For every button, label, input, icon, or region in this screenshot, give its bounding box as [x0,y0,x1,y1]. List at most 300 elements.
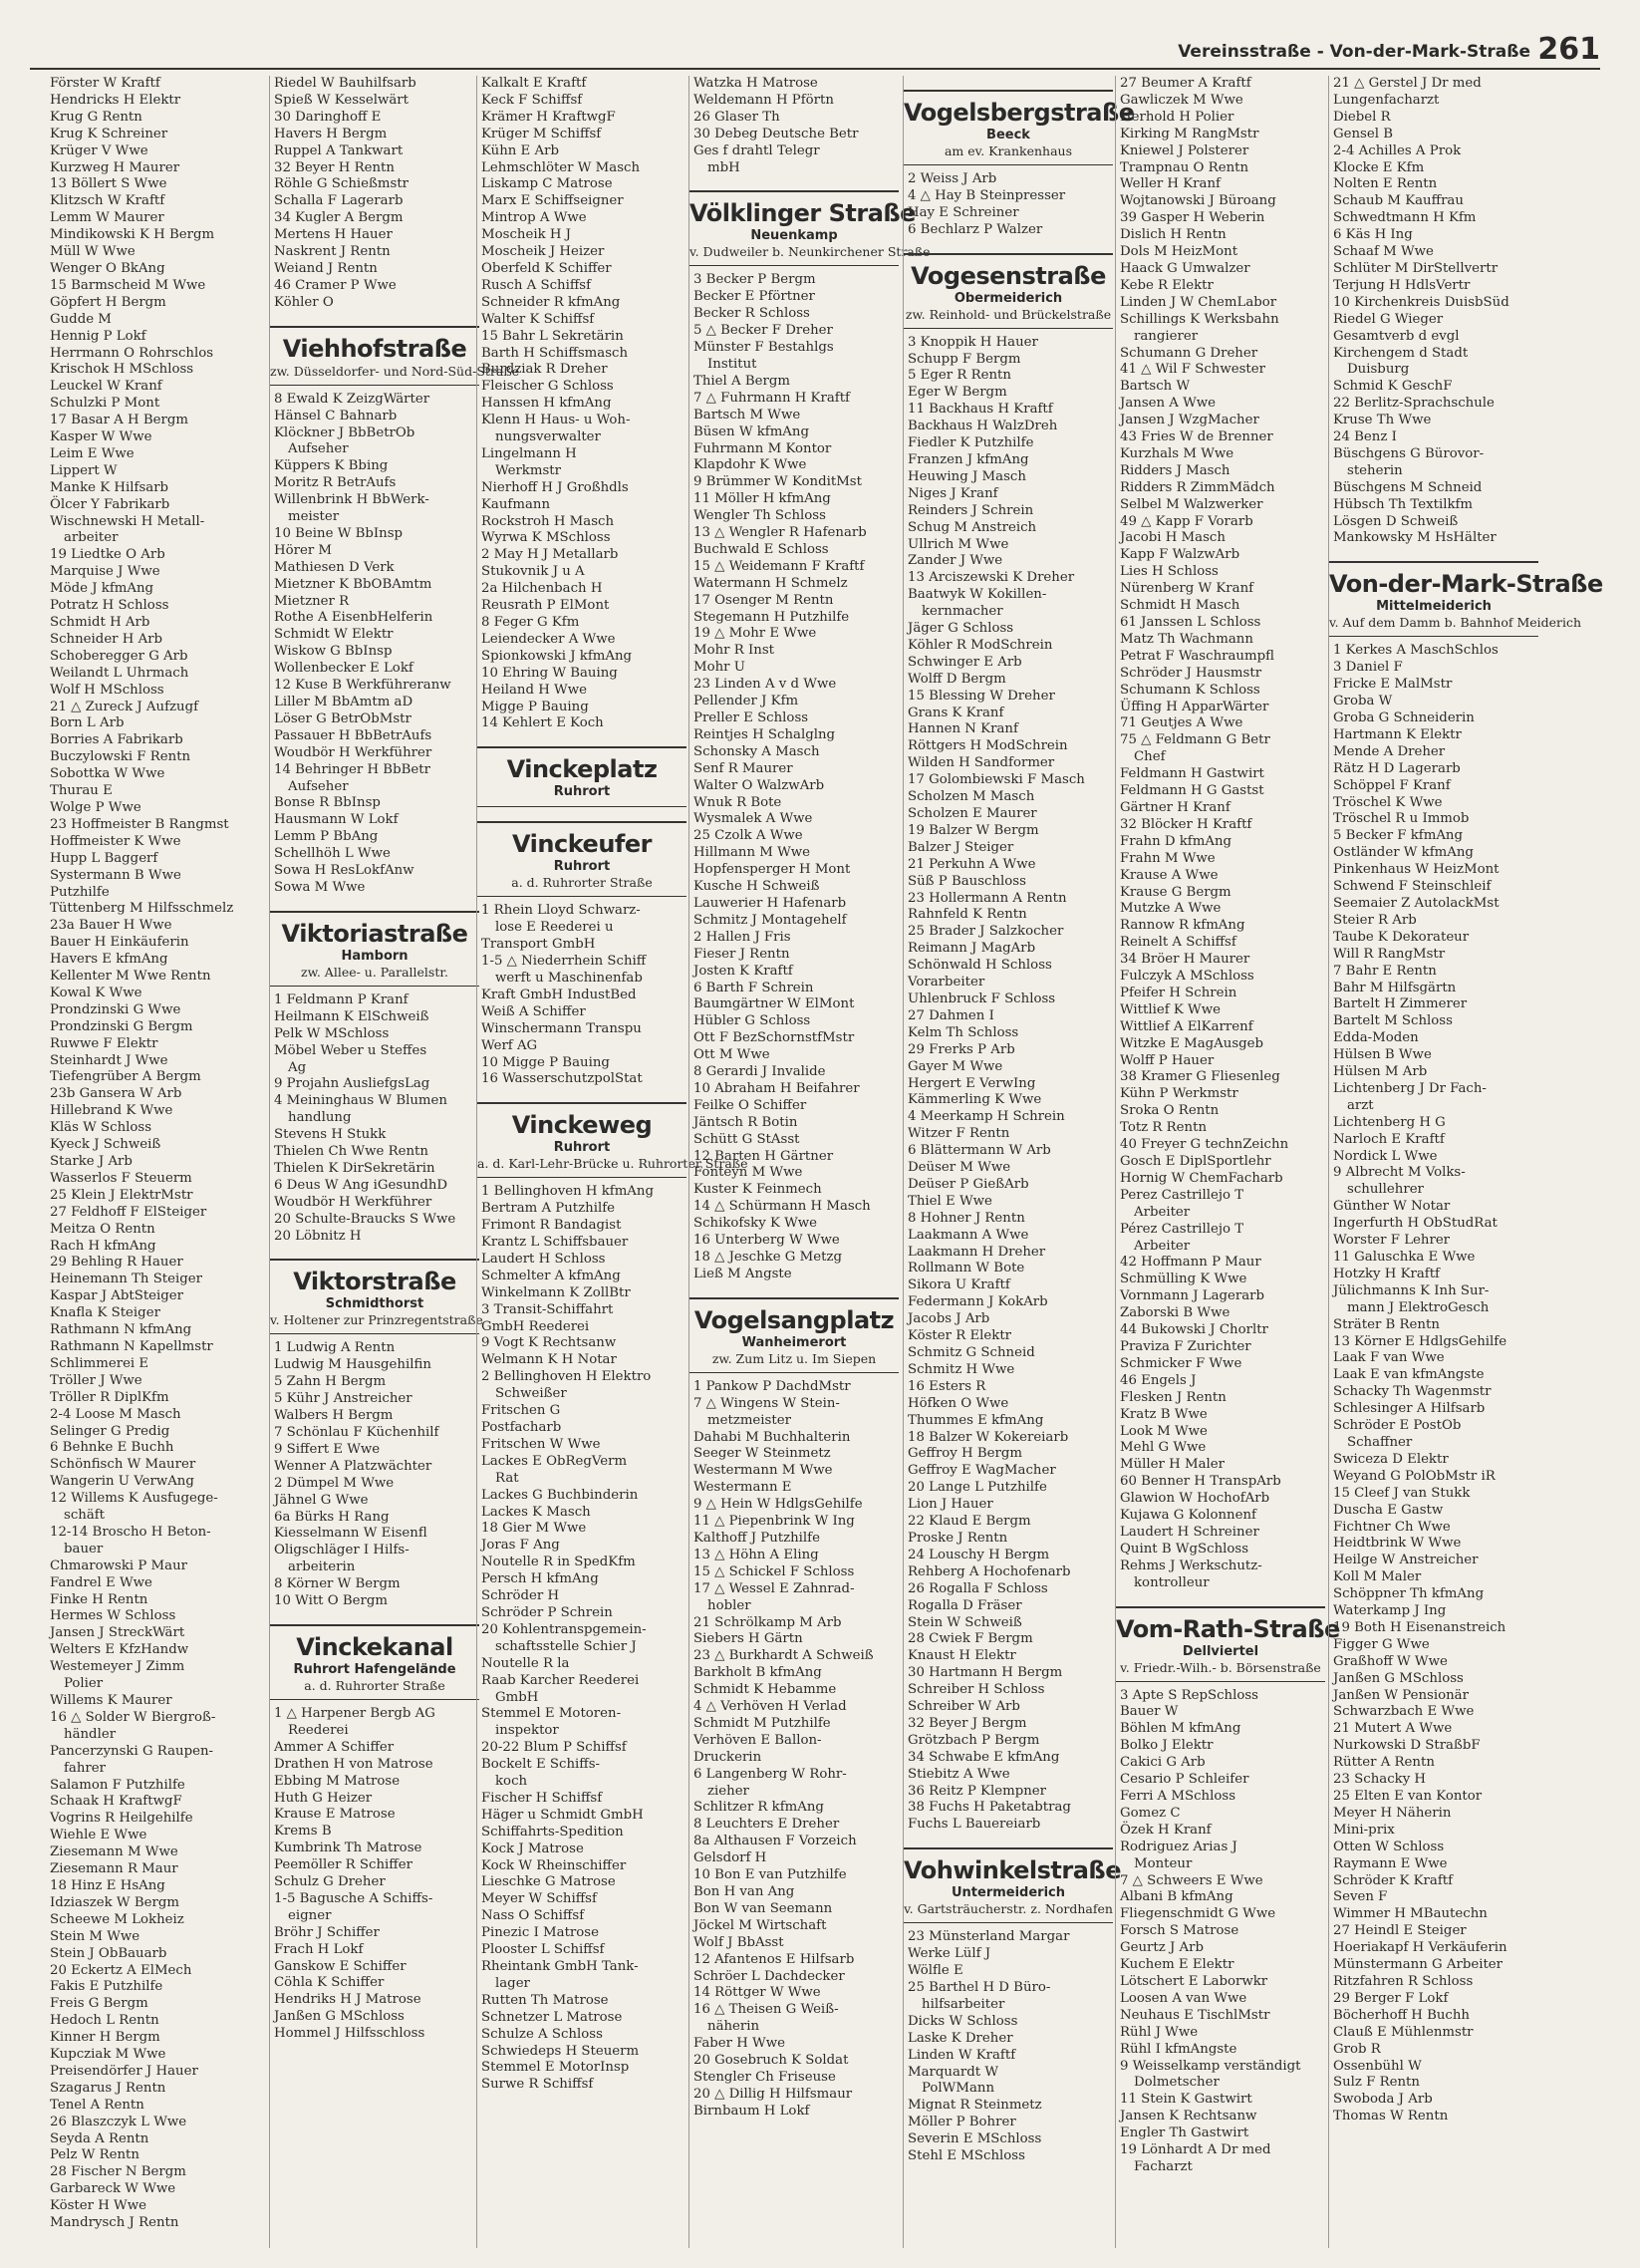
address-entry: Havers H Bergm [274,126,388,142]
address-entry: Jacobi H Masch [1120,530,1226,546]
address-entry: Hausmann W Lokf [274,812,399,828]
address-entry: Dols M HeizMont [1120,244,1238,260]
address-entry: 19 Both H Eisenanstreich [1333,1619,1506,1635]
address-entry: Böhlen M kfmAng [1120,1721,1241,1737]
address-entry: Hoeriakapf H Verkäuferin [1333,1940,1507,1956]
address-entry: Klöckner J BbBetrOb [274,425,415,440]
address-entry: 9 Weisselkamp verständigt [1120,2058,1301,2074]
street-name: Vogesenstraße [911,261,1106,290]
address-entry: Wolff P Hauer [1120,1052,1215,1068]
address-entry: 13 △ Wengler R Hafenarb [693,525,867,541]
address-entry: Figger G Wwe [1333,1636,1430,1652]
address-entry: Barth H Schiffsmasch [481,345,629,361]
address-entry: Born L Arb [50,715,125,731]
address-entry: Lingelmann H [481,445,577,461]
address-entry: Mathiesen D Verk [274,559,395,575]
address-entry: Liller M BbAmtm aD [274,695,413,709]
address-entry: Schwedtmann H Kfm [1333,210,1477,226]
address-entry: Wojtanowski J Büroang [1120,193,1276,209]
address-entry: Krüger M Schiffsf [481,126,602,142]
address-entry: Druckerin [693,1749,762,1765]
address-entry: Kapp F WalzwArb [1120,547,1240,563]
address-entry: Seeger W Steinmetz [693,1446,831,1462]
address-entry: Ludwig M Hausgehilfin [274,1357,431,1373]
address-entry: Mietzner K BbOBAmtm [274,576,432,592]
address-entry: Vorarbeiter [908,975,985,991]
address-entry: Preisendörfer J Hauer [50,2063,198,2079]
address-entry: Reintjes H Schalglng [693,726,836,742]
address-entry: Gelsdorf H [693,1850,767,1866]
address-entry: Janßen G MSchloss [274,2009,405,2025]
address-entry: Kujawa G Kolonnenf [1120,1508,1256,1524]
address-entry: Cakici G Arb [1120,1755,1206,1771]
address-entry: Schmitz J Montagehelf [693,912,847,928]
address-entry: Schacky Th Wagenmstr [1333,1384,1492,1400]
address-entry: Pinezic I Matrose [481,1925,599,1941]
address-entry: Kaufmann [481,496,551,512]
address-entry: Riedel G Wieger [1333,311,1444,327]
address-entry: Chmarowski P Maur [50,1558,188,1573]
address-entry: Ges f drahtl Telegr [693,142,820,158]
address-entry: Frahn D kfmAng [1120,833,1232,849]
address-entry: 20 Schulte-Braucks S Wwe [274,1211,456,1227]
address-entry: Schlimmerei E [50,1355,149,1371]
address-entry: 39 Gasper H Weberin [1120,210,1265,226]
address-entry: Lichtenberg J Dr Fach- [1333,1080,1487,1096]
address-entry: Schöppel F Kranf [1333,777,1451,793]
address-entry: Günther W Notar [1333,1199,1451,1215]
address-entry: Ölcer Y Fabrikarb [50,496,170,512]
address-entry: Wollenbecker E Lokf [274,661,413,677]
address-entry: 27 Feldhoff F ElSteiger [50,1204,207,1220]
address-entry: Mende A Dreher [1333,743,1446,759]
address-entry: Lackes K Masch [481,1504,591,1520]
address-entry: Büschgens M Schneid [1333,479,1483,495]
directory-column [688,76,931,2248]
address-entry: Severin E MSchloss [908,2131,1042,2147]
address-entry: 1 Feldmann P Kranf [274,992,409,1007]
running-title: Vereinsstraße - Von-der-Mark-Straße [1178,42,1530,62]
address-entry: 46 Engels J [1120,1372,1197,1388]
address-entry: Manke K Hilfsarb [50,479,169,495]
street-heading [904,1847,1121,1923]
address-entry: Schütt G StAsst [693,1131,800,1147]
address-entry: Schug M Anstreich [908,519,1037,535]
address-entry: 3 Daniel F [1333,660,1403,676]
address-entry: Lippert W [50,462,118,478]
address-entry: Linden J W ChemLabor [1120,294,1277,310]
address-entry: Kämmerling K Wwe [908,1092,1042,1108]
address-entry: Freis G Bergm [50,1996,148,2012]
address-entry: 30 Daringhoff E [274,109,382,125]
directory-column [1115,76,1340,2248]
address-entry: 14 Röttger W Wwe [693,1985,821,2001]
address-entry: Reimann J MagArb [908,941,1036,957]
address-entry: Narloch E Kraftf [1333,1131,1445,1147]
address-entry: 36 Reitz P Klempner [908,1783,1046,1799]
address-entry: Hupp L Baggerf [50,850,158,866]
address-entry: 21 Schrölkamp M Arb [693,1614,842,1630]
address-entry: steherin [1347,462,1403,478]
address-entry: Preller E Schloss [693,710,809,725]
address-entry: Schmidt M Putzhilfe [693,1715,831,1731]
district-name: Dellviertel [1182,1643,1259,1659]
address-entry: Schreiber H Schloss [908,1682,1045,1698]
address-entry: Pancerzynski G Raupen- [50,1743,214,1759]
address-entry: Süß P Bauschloss [908,873,1026,889]
address-entry: Weyand G PolObMstr iR [1333,1468,1496,1484]
address-entry: 2 Weiss J Arb [908,171,997,186]
address-entry: Mintrop A Wwe [481,210,587,226]
address-entry: Üffing H ApparWärter [1120,699,1269,714]
address-entry: Deüser P GießArb [908,1176,1029,1192]
address-entry: 2 May H J Metallarb [481,547,619,563]
address-entry: Leiendecker A Wwe [481,631,616,647]
address-entry: Rannow R kfmAng [1120,918,1245,934]
address-entry: 41 △ Wil F Schwester [1120,362,1265,378]
address-entry: 12-14 Broscho H Beton- [50,1524,211,1540]
address-entry: Geffroy E WagMacher [908,1463,1056,1479]
address-entry: 12 Willems K Ausfugege- [50,1491,218,1507]
address-entry: 6 Deus W Ang iGesundhD [274,1177,448,1193]
address-entry: Forsch S Matrose [1120,1923,1239,1939]
address-entry: Schmidt W Elektr [274,627,394,643]
street-description: v. Friedr.-Wilh.- b. Börsenstraße [1120,1659,1321,1675]
address-entry: Matz Th Wachmann [1120,631,1253,647]
district-name: Ruhrort [553,1140,611,1156]
address-entry: Stukovnik J u A [481,564,585,580]
address-entry: Schmitz G Schneid [908,1345,1035,1360]
address-entry: Postfacharb [481,1420,562,1435]
address-entry: Scholzen E Maurer [908,806,1037,821]
district-name: Untermeiderich [951,1885,1066,1901]
address-entry: Lies H Schloss [1120,564,1219,580]
address-entry: Sikora U Kraftf [908,1277,1010,1293]
address-entry: 21 △ Gerstel J Dr med [1333,76,1482,91]
address-entry: GmbH Reederei [481,1318,590,1334]
street-name: Viktoriastraße [281,919,468,948]
address-entry: Löser G BetrObMstr [274,710,411,726]
address-entry: Rothe A EisenbHelferin [274,610,433,626]
address-entry: Ebbing M Matrose [274,1773,401,1789]
address-entry: Wimmer H MBautechn [1333,1906,1488,1922]
address-entry: Swiceza D Elektr [1333,1451,1449,1467]
address-entry: Frimont R Bandagist [481,1218,622,1234]
street-heading [689,190,931,266]
address-entry: Wiehle E Wwe [50,1828,147,1843]
address-entry: Fliegenschmidt G Wwe [1120,1906,1276,1922]
address-entry: Wnuk R Bote [693,794,782,810]
address-entry: Franzen J kfmAng [908,451,1029,467]
address-entry: 8a Althausen F Vorzeich [693,1834,857,1849]
address-entry: Meyer W Schiffsf [481,1891,597,1907]
address-entry: 12 Barten H Gärtner [693,1148,834,1164]
address-entry: 20 Gosebruch K Soldat [693,2053,849,2069]
address-entry: 15 Barmscheid M Wwe [50,277,206,293]
address-entry: Gomez C [1120,1805,1181,1821]
address-entry: eigner [288,1907,332,1923]
address-entry: Willenbrink H BbWerk- [274,492,429,508]
address-entry: Krug G Rentn [50,109,142,125]
address-entry: Weilandt L Uhrmach [50,665,189,681]
address-entry: 18 Hinz E HsAng [50,1877,165,1893]
address-entry: Tröschel R u Immob [1333,811,1470,827]
address-entry: Janßen G MSchloss [1333,1670,1464,1686]
address-entry: Hendriks H J Matrose [274,1992,421,2008]
street-heading [270,1624,479,1700]
address-entry: Ammer A Schiffer [274,1739,395,1755]
address-entry: Loosen A van Wwe [1120,1990,1247,2006]
address-entry: Welters E KfzHandw [50,1642,189,1658]
address-entry: Sobottka W Wwe [50,766,165,782]
address-entry: Krantz L Schiffsbauer [481,1235,629,1251]
address-entry: Westermann M Wwe [693,1463,833,1479]
street-description: v. Gartsträucherstr. z. Nordhafen [904,1901,1113,1917]
address-entry: Heidtbrink W Wwe [1333,1536,1462,1552]
address-entry: 16 Esters R [908,1378,986,1394]
address-entry: Sträter B Rentn [1333,1316,1440,1332]
street-description: zw. Reinhold- und Brückelstraße [905,306,1112,322]
address-entry: 38 Fuchs H Paketabtrag [908,1800,1071,1816]
address-entry: Kumbrink Th Matrose [274,1841,422,1856]
address-entry: händler [64,1726,117,1742]
address-entry: Gensel B [1333,126,1393,142]
address-entry: 11 Galuschka E Wwe [1333,1250,1476,1265]
address-entry: 5 △ Becker F Dreher [693,323,833,339]
address-entry: 15 △ Weidemann F Kraftf [693,558,865,574]
address-entry: Frach H Lokf [274,1941,364,1957]
address-entry: Transport GmbH [481,937,596,953]
address-entry: Ridders J Masch [1120,462,1230,478]
address-entry: Stengler Ch Friseuse [693,2069,836,2085]
address-entry: hobler [707,1597,751,1613]
address-entry: Tröller R DiplKfm [50,1389,169,1405]
address-entry: Fakis E Putzhilfe [50,1979,163,1995]
address-entry: 2-4 Achilles A Prok [1333,142,1462,158]
address-entry: Knafla K Steiger [50,1305,160,1321]
street-name: Vogelsangplatz [693,1305,895,1334]
address-entry: Vornmann J Lagerarb [1120,1288,1265,1304]
address-entry: 20 Lange L Putzhilfe [908,1480,1047,1496]
address-entry: Kraft GmbH IndustBed [481,987,637,1002]
address-entry: Ganskow E Schiffer [274,1958,407,1974]
address-entry: Klitzsch W Kraftf [50,193,165,209]
address-entry: Schmidt H Arb [50,615,150,630]
address-entry: Linden W Kraftf [908,2047,1016,2063]
address-entry: Hannen N Kranf [908,721,1018,737]
address-entry: 9 Projahn AusliefgsLag [274,1076,430,1092]
address-entry: Wittlief K Wwe [1120,1001,1221,1017]
street-name: Vinckeufer [512,830,652,859]
address-entry: 15 Cleef J van Stukk [1333,1485,1471,1501]
address-entry: Krug K Schreiner [50,126,168,142]
address-entry: Schwend F Steinschleif [1333,879,1492,895]
address-entry: Gayer M Wwe [908,1058,1003,1074]
address-entry: 1-5 Bagusche A Schiffs- [274,1890,433,1906]
address-entry: Thiel E Wwe [908,1193,992,1209]
address-entry: Fulczyk A MSchloss [1120,969,1254,985]
address-entry: Krems B [274,1824,332,1840]
address-entry: Baumgärtner W ElMont [693,996,855,1012]
district-name: Schmidthorst [325,1296,424,1312]
address-entry: Becker E Pförtner [693,289,815,305]
address-entry: 1 Bellinghoven H kfmAng [481,1184,654,1200]
address-entry: 2 Dümpel M Wwe [274,1475,395,1491]
address-entry: 16 △ Solder W Biergroß- [50,1709,216,1725]
address-entry: Federmann J KokArb [908,1294,1048,1310]
address-entry: Wysmalek A Wwe [693,811,813,827]
address-entry: Knaust H Elektr [908,1648,1016,1664]
street-description: v. Auf dem Damm b. Bahnhof Meiderich [1329,615,1582,631]
address-entry: Mertens H Hauer [274,227,393,243]
address-entry: Häger u Schmidt GmbH [481,1807,644,1823]
address-entry: Schmitz H Wwe [908,1361,1015,1377]
address-entry: Jülichmanns K Inh Sur- [1333,1282,1490,1298]
address-entry: Ridders R ZimmMädch [1120,479,1275,495]
address-entry: Dahabi M Buchhalterin [693,1429,851,1445]
address-entry: 25 Brader J Salzkocher [908,924,1064,940]
address-entry: Laakmann A Wwe [908,1227,1029,1243]
address-entry: Ag [288,1059,307,1075]
address-entry: Lichtenberg H G [1333,1114,1446,1130]
address-entry: bauer [64,1541,104,1557]
address-entry: 14 Behringer H BbBetr [274,761,430,777]
address-entry: Schröder J Hausmstr [1120,665,1262,681]
address-entry: Frahn M Wwe [1120,850,1216,866]
address-entry: Fieser J Rentn [693,946,790,962]
address-entry: 18 Gier M Wwe [481,1521,587,1537]
address-entry: Schönwald H Schloss [908,958,1052,974]
address-entry: Büschgens G Bürovor- [1333,445,1485,461]
directory-column [46,76,255,2248]
address-entry: Deüser M Wwe [908,1160,1011,1176]
address-entry: Rach H kfmAng [50,1238,156,1254]
address-entry: Nierhoff H J Großhdls [481,479,629,495]
address-entry: Weiand J Rentn [274,260,378,276]
address-entry: Schumann G Dreher [1120,345,1258,361]
address-entry: 10 Migge P Bauing [481,1054,610,1070]
address-entry: Schlitzer R kfmAng [693,1800,824,1816]
address-entry: Hornig W ChemFacharb [1120,1170,1283,1186]
address-entry: Laudert H Schreiner [1120,1524,1259,1540]
address-entry: Stevens H Stukk [274,1127,387,1143]
address-entry: Hermes W Schloss [50,1608,176,1624]
address-entry: Hopfensperger H Mont [693,862,851,878]
address-entry: 6 Behnke E Buchh [50,1440,174,1456]
address-entry: 6 Käs H Ing [1333,227,1413,243]
address-entry: handlung [288,1110,352,1126]
address-entry: 5 Zahn H Bergm [274,1374,387,1390]
address-entry: Bolko J Elektr [1120,1738,1214,1754]
address-entry: Geffroy H Bergm [908,1446,1022,1462]
address-entry: Passauer H BbBetrAufs [274,727,432,743]
address-entry: Seyda A Rentn [50,2130,149,2146]
address-entry: Mohr U [693,660,745,676]
address-entry: Geurtz J Arb [1120,1940,1205,1956]
address-entry: Fichtner Ch Wwe [1333,1519,1451,1535]
address-entry: Grötzbach P Bergm [908,1732,1040,1748]
address-entry: 23 Münsterland Margar [908,1929,1070,1945]
street-name: Vogelsbergstraße [904,99,1135,127]
street-description: zw. Zum Litz u. Im Siepen [711,1350,877,1366]
address-entry: Hülsen M Arb [1333,1064,1428,1080]
address-entry: Kusche H Schweiß [693,879,820,895]
address-entry: Taube K Dekorateur [1333,929,1470,945]
address-entry: Seemaier Z AutolackMst [1333,895,1500,911]
address-entry: Systermann B Wwe [50,867,181,883]
address-entry: Laudert H Schloss [481,1251,606,1267]
address-entry: Werf AG [481,1037,538,1053]
address-entry: 10 Kirchenkreis DuisbSüd [1333,294,1509,310]
address-entry: 15 △ Schickel F Schloss [693,1563,855,1579]
address-entry: 24 Louschy H Bergm [908,1547,1050,1562]
address-entry: 8 Gerardi J Invalide [693,1064,826,1080]
address-entry: 5 Eger R Rentn [908,368,1011,384]
street-name: Vom-Rath-Straße [1116,1614,1340,1643]
address-entry: Fischer H Schiffsf [481,1790,603,1806]
address-entry: 17 Osenger M Rentn [693,592,834,608]
address-entry: Kirking M RangMstr [1120,126,1259,142]
address-entry: Plooster L Schiffsf [481,1942,605,1958]
address-entry: Kratz B Wwe [1120,1406,1208,1422]
address-entry: 19 Lönhardt A Dr med [1120,2142,1271,2158]
address-entry: 49 △ Kapp F Vorarb [1120,513,1253,529]
address-entry: Lauwerier H Hafenarb [693,895,847,911]
address-entry: Faber H Wwe [693,2036,785,2052]
address-entry: Joras F Ang [481,1538,560,1554]
district-name: Hamborn [341,948,409,964]
address-entry: Thielen Ch Wwe Rentn [274,1144,428,1160]
address-entry: Röttgers H ModSchrein [908,738,1068,754]
address-entry: GmbH [495,1689,539,1705]
address-entry: 38 Kramer G Fliesenleg [1120,1069,1280,1085]
address-entry: 1 Ludwig A Rentn [274,1340,396,1356]
address-entry: Kebe R Elektr [1120,277,1214,293]
address-entry: Laske K Dreher [908,2030,1013,2046]
address-entry: Schmid K GeschF [1333,379,1453,395]
address-entry: Schulzki P Mont [50,396,160,412]
address-entry: 4 Meerkamp H Schrein [908,1109,1065,1125]
address-entry: 21 Mutert A Wwe [1333,1721,1453,1737]
address-entry: 22 Berlitz-Sprachschule [1333,396,1495,412]
address-entry: 2 Bellinghoven H Elektro [481,1369,652,1385]
address-entry: Schwiedeps H Steuerm [481,2043,640,2059]
address-entry: Rütter A Rentn [1333,1755,1435,1771]
address-entry: 44 Bukowski J Chorltr [1120,1322,1268,1338]
address-entry: Jäger G Schloss [908,621,1014,637]
address-entry: Moscheik J Heizer [481,244,605,260]
address-entry: Schlesinger A Hilfsarb [1333,1401,1486,1417]
address-entry: Bertram A Putzhilfe [481,1201,616,1217]
address-entry: 7 Schönlau F Küchenhilf [274,1425,439,1440]
street-heading [904,90,1135,165]
address-entry: 24 Benz I [1333,429,1397,445]
street-name: Viktorstraße [293,1268,456,1296]
directory-column [903,76,1135,2248]
address-entry: Balzer J Steiger [908,839,1014,855]
address-entry: Bon W van Seemann [693,1900,833,1916]
street-name: Vinckeweg [511,1111,653,1140]
address-entry: Kiesselmann W Eisenfl [274,1526,427,1542]
address-entry: Ruwwe F Elektr [50,1035,158,1051]
address-entry: Witzke E MagAusgeb [1120,1035,1264,1051]
address-entry: Hennig P Lokf [50,328,146,344]
address-entry: Kyeck J Schweiß [50,1137,161,1153]
address-entry: Pelz W Rentn [50,2147,139,2163]
address-entry: Willems K Maurer [50,1693,172,1708]
address-entry: Sowa H ResLokfAnw [274,863,414,879]
address-entry: Schaffner [1347,1434,1413,1450]
